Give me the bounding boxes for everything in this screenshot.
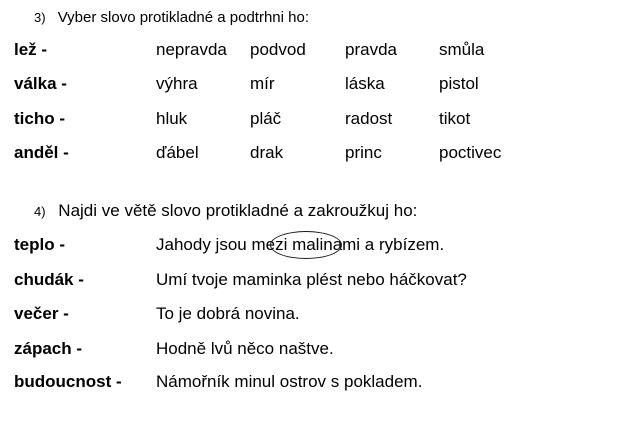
answer-option[interactable]: radost (345, 109, 393, 128)
exercise-4-sentence[interactable]: Námořník minul ostrov s pokladem. (156, 372, 423, 391)
exercise-3-heading (34, 9, 309, 26)
exercise-3-row (0, 74, 624, 98)
exercise-3-instruction: Vyber slovo protikladné a podtrhni ho: (57, 9, 309, 26)
exercise-4-word: budoucnost - (14, 372, 122, 391)
exercise-4-sentence[interactable]: To je dobrá novina. (156, 304, 300, 323)
exercise-3-row (0, 109, 624, 133)
exercise-4-sentence[interactable]: Jahody jsou mezi malinami a rybízem. (156, 235, 445, 254)
exercise-4-row (0, 339, 624, 363)
exercise-4-word: teplo - (14, 235, 65, 254)
answer-option[interactable]: nepravda (156, 40, 227, 59)
exercise-4-row (0, 270, 624, 294)
exercise-4-row (0, 235, 624, 259)
exercise-4-sentence[interactable]: Hodně lvů něco naštve. (156, 339, 334, 358)
exercise-4-row (0, 372, 624, 396)
exercise-4-number: 4) (34, 204, 46, 219)
answer-option[interactable]: pravda (345, 40, 397, 59)
answer-option[interactable]: drak (250, 143, 284, 162)
exercise-3-word: válka - (14, 74, 67, 93)
answer-option[interactable]: výhra (156, 74, 198, 93)
answer-option[interactable]: ďábel (156, 143, 199, 162)
answer-option[interactable]: podvod (250, 40, 306, 59)
exercise-4-word: zápach - (14, 339, 83, 358)
answer-option[interactable]: hluk (156, 109, 188, 128)
answer-option[interactable]: tikot (439, 109, 471, 128)
exercise-3-word: ticho - (14, 109, 65, 128)
exercise-4-sentence[interactable]: Umí tvoje maminka plést nebo háčkovat? (156, 270, 467, 289)
exercise-4-word: chudák - (14, 270, 84, 289)
answer-option[interactable]: mír (250, 74, 275, 93)
exercise-3-word: anděl - (14, 143, 69, 162)
exercise-4-word: večer - (14, 304, 69, 323)
answer-option[interactable]: pistol (439, 74, 479, 93)
exercise-3-number: 3) (34, 10, 46, 25)
answer-option[interactable]: láska (345, 74, 385, 93)
exercise-4-row (0, 304, 624, 328)
exercise-4-heading (34, 201, 417, 221)
answer-option[interactable]: smůla (439, 40, 485, 59)
exercise-3-row (0, 143, 624, 167)
exercise-4-instruction: Najdi ve větě slovo protikladné a zakroužkuj ho: (58, 201, 418, 220)
answer-option[interactable]: pláč (250, 109, 282, 128)
answer-option[interactable]: princ (345, 143, 382, 162)
answer-option[interactable]: poctivec (439, 143, 502, 162)
exercise-3-row (0, 40, 624, 64)
exercise-3-word: lež - (14, 40, 48, 59)
